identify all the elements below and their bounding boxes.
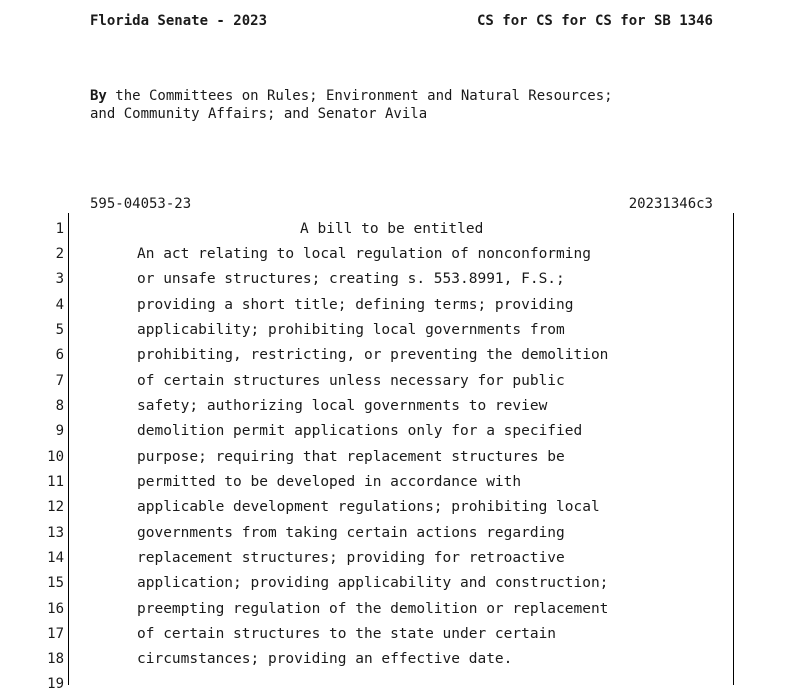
line-text: application; providing applicability and construction; bbox=[137, 575, 609, 591]
line-number: 15 bbox=[47, 575, 64, 591]
sponsors-line-2: and Community Affairs; and Senator Avila bbox=[90, 106, 428, 122]
chamber-year-header: Florida Senate - 2023 bbox=[90, 13, 268, 29]
bill-version-header: CS for CS for CS for SB 1346 bbox=[476, 13, 713, 29]
line-number: 10 bbox=[47, 449, 64, 465]
line-text: circumstances; providing an effective date. bbox=[137, 651, 513, 667]
line-text: replacement structures; providing for retroactive bbox=[137, 550, 565, 566]
line-number: 8 bbox=[55, 398, 64, 414]
left-margin-rule bbox=[68, 213, 69, 685]
line-text: preempting regulation of the demolition or replacement bbox=[137, 601, 609, 617]
line-text: demolition permit applications only for a specified bbox=[137, 423, 583, 439]
line-number: 13 bbox=[47, 525, 64, 541]
sponsors-line-1 bbox=[90, 88, 613, 104]
right-margin-rule bbox=[733, 213, 734, 685]
line-number: 19 bbox=[47, 676, 64, 692]
line-text: or unsafe structures; creating s. 553.8991, F.S.; bbox=[137, 271, 565, 287]
line-number: 11 bbox=[47, 474, 64, 490]
bill-drafting-code: 595-04053-23 bbox=[90, 196, 192, 212]
line-number: 7 bbox=[55, 373, 64, 389]
line-number: 1 bbox=[55, 221, 64, 237]
line-number: 5 bbox=[55, 322, 64, 338]
sponsors-by-label: By bbox=[90, 88, 107, 104]
line-number: 16 bbox=[47, 601, 64, 617]
line-number: 17 bbox=[47, 626, 64, 642]
line-text: applicable development regulations; prohibiting local bbox=[137, 499, 600, 515]
line-number: 14 bbox=[47, 550, 64, 566]
sponsors-line-1-text: the Committees on Rules; Environment and Natural Resources; bbox=[106, 88, 613, 104]
line-text: providing a short title; defining terms; providing bbox=[137, 297, 574, 313]
line-number: 3 bbox=[55, 271, 64, 287]
line-text: permitted to be developed in accordance with bbox=[137, 474, 522, 490]
line-text: governments from taking certain actions regarding bbox=[137, 525, 565, 541]
line-number: 18 bbox=[47, 651, 64, 667]
line-number: 4 bbox=[55, 297, 64, 313]
line-number: 2 bbox=[55, 246, 64, 262]
line-text: of certain structures unless necessary for public bbox=[137, 373, 565, 389]
line-text: of certain structures to the state under certain bbox=[137, 626, 557, 642]
line-text: prohibiting, restricting, or preventing the demolition bbox=[137, 347, 609, 363]
line-text: An act relating to local regulation of nonconforming bbox=[137, 246, 591, 262]
line-text: purpose; requiring that replacement structures be bbox=[137, 449, 565, 465]
bill-title-line: A bill to be entitled bbox=[300, 221, 484, 237]
line-number: 6 bbox=[55, 347, 64, 363]
line-text: safety; authorizing local governments to review bbox=[137, 398, 548, 414]
line-text: applicability; prohibiting local governments from bbox=[137, 322, 565, 338]
line-number: 12 bbox=[47, 499, 64, 515]
bill-file-number: 20231346c3 bbox=[628, 196, 713, 212]
line-number: 9 bbox=[55, 423, 64, 439]
